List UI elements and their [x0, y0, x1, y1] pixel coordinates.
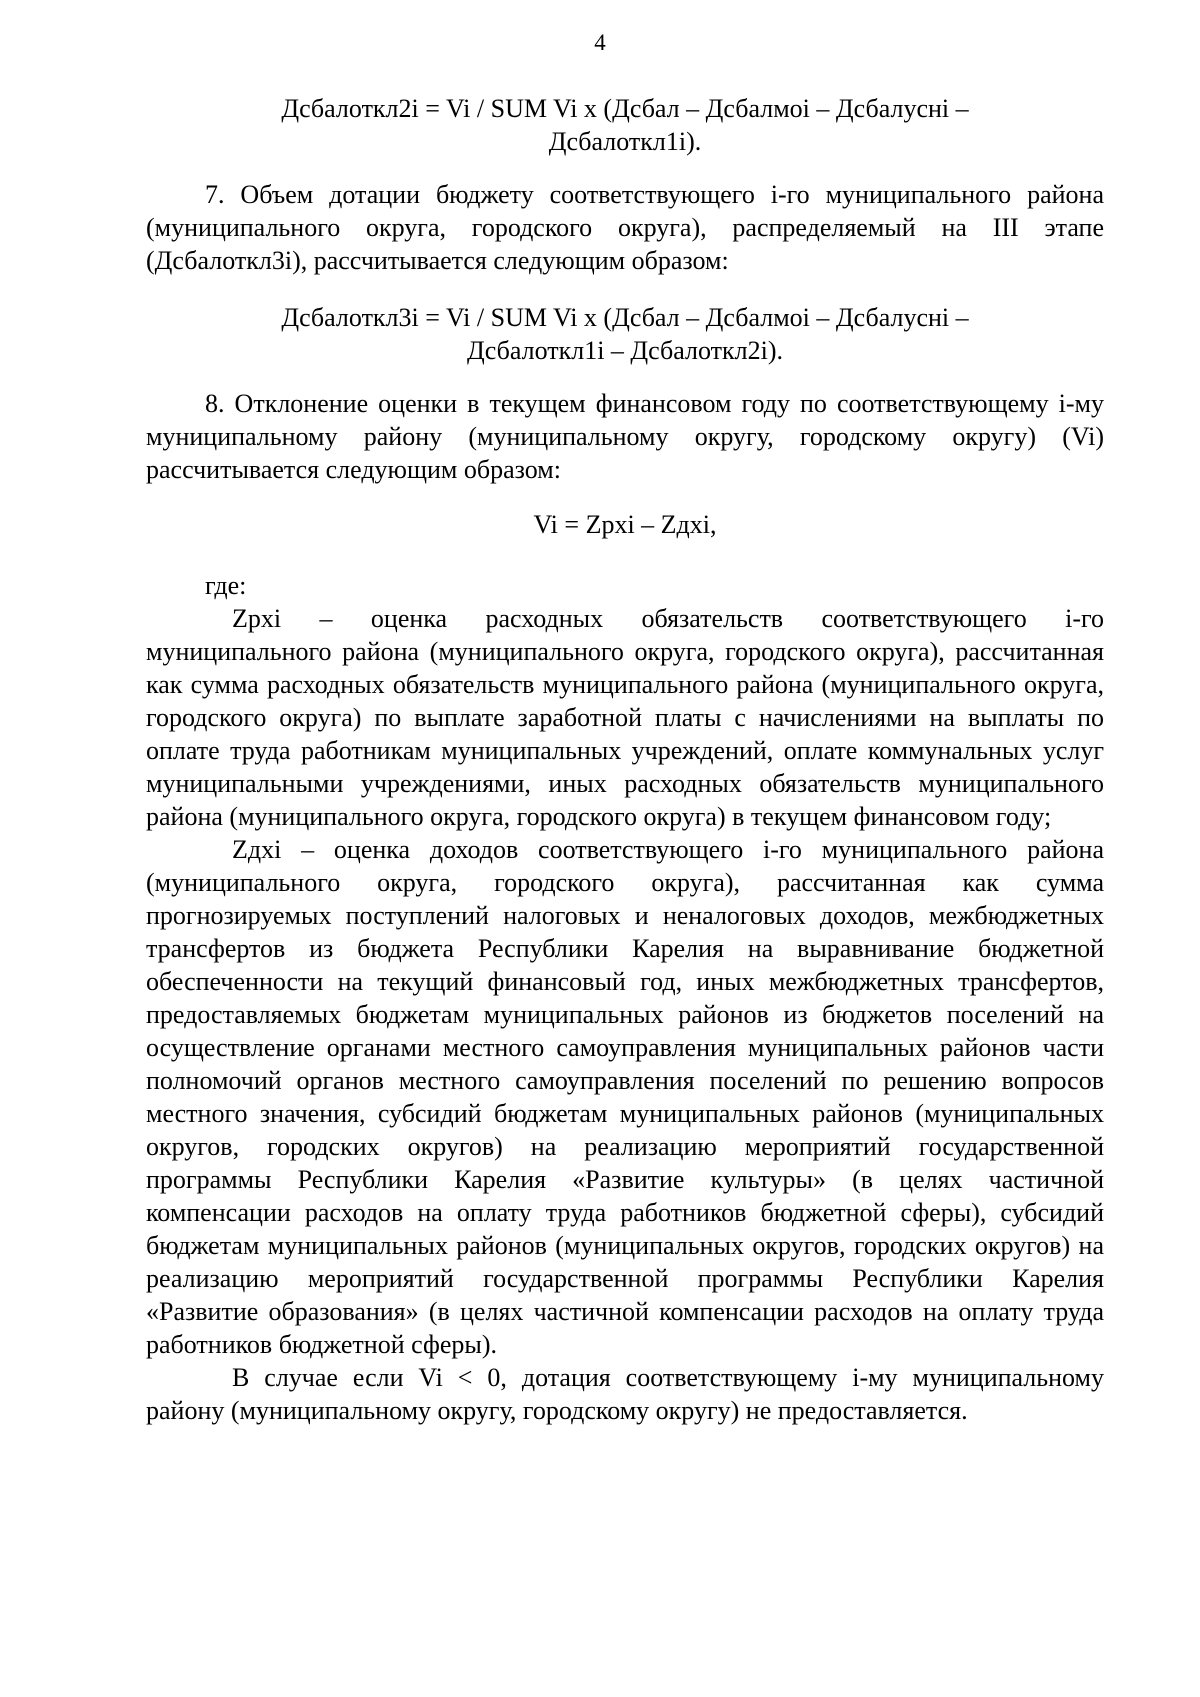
formula-line: Дсбалоткл1i).: [548, 127, 702, 156]
paragraph-8: 8. Отклонение оценки в текущем финансовом году по соответствующему i-му муниципальному району (муниципальному округу, городскому округу) (Vi) рассчитывается следующим образом:: [146, 389, 1104, 484]
formula-dsbalotkl2: [146, 92, 1104, 158]
definition-zrx: Zрxi – оценка расходных обязательств соответствующего i-го муниципального района (муниципального округа, городского округа), рассчитанная как сумма расходных обязательств муниципального района (муниципального округа, городского округа) по выплате заработной платы с начислениями на выплаты по оплате труда работникам муниципальных учреждений, оплате коммунальных услуг муниципальными учреждениями, иных расходных обязательств муниципального района (муниципального округа, городского округа) в текущем финансовом году;: [146, 604, 1104, 831]
paragraph-7: 7. Объем дотации бюджету соответствующего i-го муниципального района (муниципального округа, городского округа), распределяемый на III этапе (Дсбалоткл3i), рассчитывается следующим образом:: [146, 180, 1104, 275]
page-number: 4: [594, 30, 606, 55]
closing-paragraph: В случае если Vi < 0, дотация соответствующему i-му муниципальному району (муниципальному округу, городскому округу) не предоставляется.: [146, 1363, 1104, 1425]
document-body: [146, 92, 1104, 1427]
formula-vi: Vi = Zрxi – Zдxi,: [533, 510, 717, 539]
definition-zdx: Zдxi – оценка доходов соответствующего i-го муниципального района (муниципального округа, городского округа), рассчитанная как сумма прогнозируемых поступлений налоговых и неналоговых доходов, межбюджетных трансфертов из бюджета Республики Карелия на выравнивание бюджетной обеспеченности на текущий финансовый год, иных межбюджетных трансфертов, предоставляемых бюджетам муниципальных районов из бюджетов поселений на осуществление органами местного самоуправления муниципальных районов части полномочий органов местного самоуправления поселений по решению вопросов местного значения, субсидий бюджетам муниципальных районов (муниципальных округов, городских округов) на реализацию мероприятий государственной программы Республики Карелия «Развитие культуры» (в целях частичной компенсации расходов на оплату труда работников бюджетной сферы), субсидий бюджетам муниципальных районов (муниципальных округов, городских округов) на реализацию мероприятий государственной программы Республики Карелия «Развитие образования» (в целях частичной компенсации расходов на оплату труда работников бюджетной сферы).: [146, 835, 1104, 1359]
formula-line: Дсбалоткл3i = Vi / SUM Vi x (Дсбал – Дсбалмоi – Дсбалуснi –: [281, 303, 969, 332]
formula-line: Дсбалоткл1i – Дсбалоткл2i).: [467, 336, 783, 365]
formula-line: Дсбалоткл2i = Vi / SUM Vi x (Дсбал – Дсбалмоi – Дсбалуснi –: [281, 94, 969, 123]
formula-dsbalotkl3: [146, 301, 1104, 367]
where-label: где:: [205, 571, 247, 600]
